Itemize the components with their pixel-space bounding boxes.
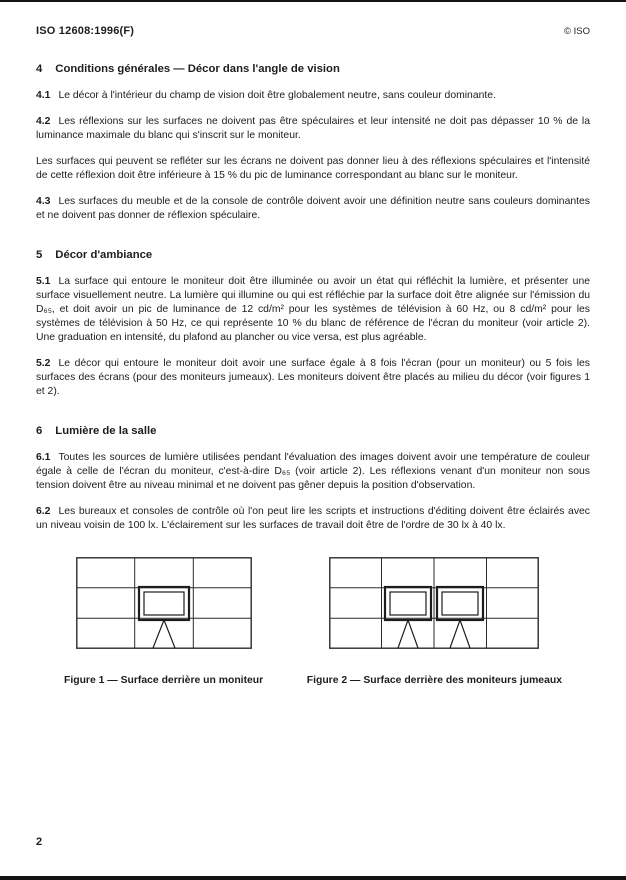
paragraph-number: 6.1	[36, 452, 51, 463]
section-4	[36, 63, 590, 223]
paragraph-6-2	[36, 505, 590, 533]
paragraph-number: 6.2	[36, 506, 51, 517]
paragraph-text: Toutes les sources de lumière utilisées pendant l'évaluation des images doivent avoir une température de couleur égale à celle de l'écran du moniteur, c'est-à-dire D₆₅ (voir article 2). Les réflexions venant d'un moniteur non sous tension doivent être au niveau minimal et ne doivent pas gêner depuis la position d'observation.	[36, 452, 590, 491]
paragraph-4-2	[36, 115, 590, 143]
section-title: Lumière de la salle	[55, 425, 157, 437]
section-title: Conditions générales — Décor dans l'angle de vision	[55, 63, 340, 75]
figure-1	[64, 557, 263, 686]
paragraph-number: 4.2	[36, 116, 51, 127]
section-6-heading	[36, 425, 590, 437]
paragraph-text: Les bureaux et consoles de contrôle où l'on peut lire les scripts et instructions d'éditing doivent être éclairés avec un niveau voisin de 100 lx. L'éclairement sur les surfaces de travail doit être de l'ordre de 30 lx à 40 lx.	[36, 506, 590, 531]
paragraph-number: 5.1	[36, 276, 51, 287]
paragraph-number: 5.2	[36, 358, 51, 369]
figure-2-diagram	[329, 557, 539, 649]
section-number: 6	[36, 425, 43, 437]
page-header	[36, 25, 590, 37]
monitor-stand-right	[450, 620, 470, 648]
monitor-stand	[153, 620, 175, 648]
monitor	[139, 587, 189, 648]
paragraph-4-2-continued	[36, 155, 590, 183]
section-number: 4	[36, 63, 43, 75]
section-5-heading	[36, 249, 590, 261]
page-number: 2	[36, 836, 43, 848]
paragraph-number: 4.1	[36, 90, 51, 101]
section-5	[36, 249, 590, 399]
figure-2-caption: Figure 2 — Surface derrière des moniteurs jumeaux	[306, 675, 562, 686]
figure-2	[307, 557, 562, 686]
section-title: Décor d'ambiance	[55, 249, 153, 261]
paragraph-number: 4.3	[36, 196, 51, 207]
scan-edge-top	[0, 0, 626, 2]
paragraph-text: Le décor à l'intérieur du champ de vision doit être globalement neutre, sans couleur dominante.	[58, 90, 496, 101]
paragraph-4-1	[36, 89, 590, 103]
paragraph-6-1	[36, 451, 590, 493]
monitor-stand-left	[398, 620, 418, 648]
section-4-heading	[36, 63, 590, 75]
copyright-notice: © ISO	[563, 26, 590, 37]
document-id: ISO 12608:1996(F)	[36, 25, 135, 37]
paragraph-5-2	[36, 357, 590, 399]
section-6	[36, 425, 590, 533]
paragraph-5-1	[36, 275, 590, 345]
section-number: 5	[36, 249, 43, 261]
background-grid	[330, 558, 538, 648]
figure-1-caption: Figure 1 — Surface derrière un moniteur	[64, 675, 264, 686]
paragraph-text: Le décor qui entoure le moniteur doit avoir une surface égale à 8 fois l'écran (pour un moniteur) ou 5 fois les surfaces des écrans (pour des moniteurs jumeaux). Les moniteurs doivent être placés au milieu du décor (voir figures 1 et 2).	[36, 358, 590, 397]
paragraph-text: Les surfaces qui peuvent se refléter sur les écrans ne doivent pas donner lieu à des réflexions spéculaires et l'intensité de cette réflexion doit être inférieure à 15 % du pic de luminance correspondant au blanc sur le moniteur.	[36, 156, 590, 181]
figure-1-diagram	[76, 557, 252, 649]
scan-edge-bottom	[0, 876, 626, 880]
background-grid	[76, 558, 250, 648]
paragraph-text: Les réflexions sur les surfaces ne doivent pas être spéculaires et leur intensité ne doit pas dépasser 10 % de la luminance maximale du blanc qui s'inscrit sur le moniteur.	[36, 116, 590, 141]
figures-row	[36, 557, 590, 686]
paragraph-text: Les surfaces du meuble et de la console de contrôle doivent avoir une définition neutre sans couleurs dominantes et ne doivent pas donner de réflexion spéculaire.	[36, 196, 590, 221]
paragraph-4-3	[36, 195, 590, 223]
paragraph-text: La surface qui entoure le moniteur doit être illuminée ou avoir un état qui réfléchit la lumière, et présenter une surface visuellement neutre. La lumière qui illumine ou qui est réfléchie par la surface doit être alignée sur l'émission du D₆₅, et doit avoir un pic de luminance de 12 cd/m² pour les systèmes de télévision à 60 Hz, ou 8 cd/m² pour les systèmes de télévision à 50 Hz, ce qui représente 10 % du blanc de référence de l'écran du moniteur (voir article 2). Une graduation en intensité, du plafond au plancher ou vice versa, est plus agréable.	[36, 276, 590, 343]
